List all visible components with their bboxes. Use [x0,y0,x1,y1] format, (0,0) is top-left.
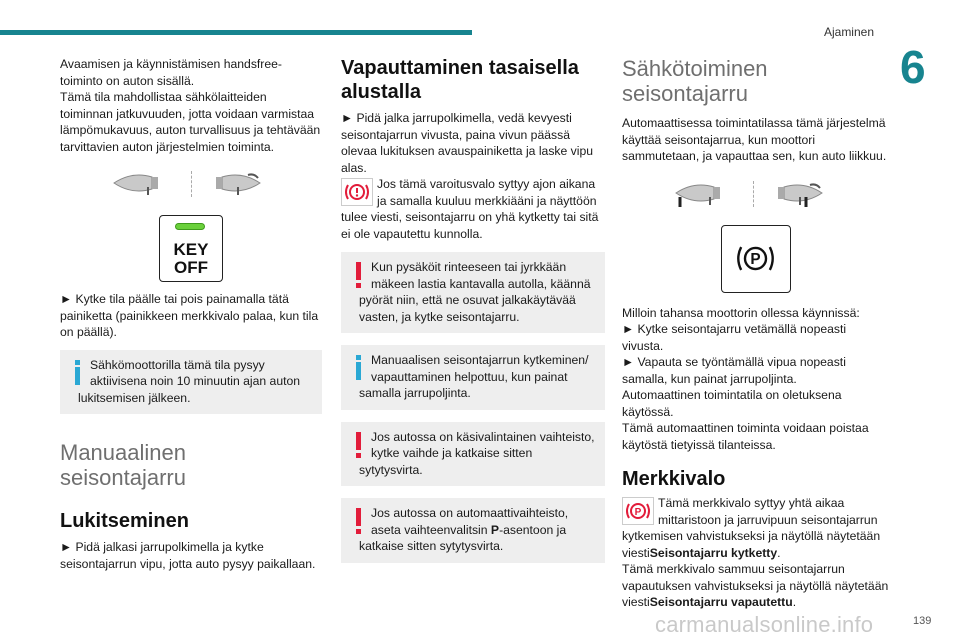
column-1 [60,56,322,572]
heading-electric-line1: Sähkötoiminen [622,56,768,81]
header-accent-bar [0,30,472,35]
indicator-text-a: Tämä merkkivalo syttyy yhtä aikaa mittaristoon ja jarruvipuun seisontajarrun kytkemisen vahvistukseksi ja näytöllä näytetään viesti [622,496,881,560]
heading-release-line2: alustalla [341,81,422,103]
column-2 [341,56,605,563]
warning-paragraph [341,176,605,242]
illustration-divider [191,171,192,197]
heading-electric-parking-brake [622,56,890,106]
warning-exclamation-icon [349,505,371,535]
warning-text: Jos tämä varoitusvalo syttyy ajon aikana ja samalla kuuluu merkkiääni ja näyttöön tulee viesti, seisontajarru on yhä kytketty tai sitä ei ole vapautettu kunnolla. [341,177,599,241]
intro-paragraph: Avaamisen ja käynnistämisen handsfree-toiminto on auton sisällä. [60,57,282,88]
heading-manual-parking-brake [60,440,322,490]
info-note-assist [341,345,605,410]
note-manual-gear-text: Jos autossa on käsivalintainen vaihteisto, kytke vaihde ja katkaise sitten sytytysvirta. [359,429,595,477]
note-auto-gear-p: P [490,522,500,537]
section-title: Ajaminen [823,25,874,39]
note-slope-text: Kun pysäköit rinteeseen tai jyrkkään mäkeen lastia kantavalla autolla, käännä pyörät niin, että ne osuvat jalkakäytävää vasten, ja kytke seisontajarru. [359,260,591,324]
release-step: ► Pidä jalka jarrupolkimella, vedä kevyesti seisontajarrun vivusta, paina vivun päässä olevaa lukituksen avauspainiketta ja laske vipu alas. [341,111,594,175]
heading-locking: Lukitseminen [60,510,189,532]
parking-brake-button [721,225,791,293]
key-off-step: ► Kytke tila päälle tai pois painamalla tätä painiketta (painikkeen merkkivalo palaa, kun tila on päällä). [60,292,319,339]
indicator-paragraph [622,495,890,611]
electric-intro: Automaattisessa toimintatilassa tämä järjestelmä käyttää seisontajarrua, kun moottori sammutetaan, ja vapauttaa sen, kun auto liikkuu. [622,116,887,163]
steering-wheel-illustration [60,169,322,203]
key-off-label-line1: KEY [173,240,209,259]
chapter-number: 6 [900,41,926,93]
steering-wheel-left-icon [674,179,738,207]
electric-line-2: ► Kytke seisontajarru vetämällä nopeasti vivusta. [622,322,847,353]
warning-exclamation-icon [349,429,371,459]
heading-indicator-lamp: Merkkivalo [622,468,726,490]
brake-warning-lamp-icon [341,178,373,206]
heading-manual-line2: seisontajarru [60,465,186,490]
indicator-text-c: . [777,545,781,560]
info-icon [68,357,90,387]
indicator-text-off [622,561,890,611]
indicator-message-released: Seisontajarru vapautettu [649,595,793,609]
info-note-electric [60,350,322,415]
steering-wheel-left-icon [112,169,176,197]
svg-text:P: P [750,250,761,268]
heading-release-line1: Vapauttaminen tasaisella [341,57,579,79]
locking-step: ► Pidä jalkasi jarrupolkimella ja kytke seisontajarrun vipu, jotta auto pysyy paikallaan. [60,540,316,571]
watermark: carmanualsonline.info [655,612,874,637]
electric-line-1: Milloin tahansa moottorin ollessa käynnissä: [622,305,860,320]
heading-release-level [341,56,605,104]
electric-line-4: Automaattinen toimintatila on oletuksena käytössä. [622,388,842,419]
key-off-button [159,215,223,282]
indicator-message-applied: Seisontajarru kytketty [649,545,778,560]
steering-wheel-illustration-2 [622,179,890,213]
info-icon [349,352,371,382]
warning-note-auto-gearbox [341,498,605,563]
svg-text:P: P [634,507,642,518]
heading-electric-line2: seisontajarru [622,81,748,106]
warning-exclamation-icon [349,259,371,289]
key-off-indicator-led [175,223,205,230]
note-auto-gear-text [349,505,597,555]
intro-paragraph-2: Tämä tila mahdollistaa sähkölaitteiden toiminnan jatkuvuuden, jotta voidaan varmistaa lämpömukavuus, auton turvallisuus ja tehtävään tarvittavien auton järjestelmien toiminta. [60,90,321,154]
note-assist-text: Manuaalisen seisontajarrun kytkeminen/ vapauttaminen helpottuu, kun painat samalla jarrupoljinta. [359,353,589,400]
note-auto-gear-part-c: -asentoon ja katkaise sitten sytytysvirta. [359,522,567,553]
info-note-text: Sähkömoottorilla tämä tila pysyy aktiivisena noin 10 minuutin ajan auton lukitsemisen jälkeen. [78,357,301,405]
electric-line-3: ► Vapauta se työntämällä vipua nopeasti samalla, kun painat jarrupoljinta. [622,355,846,386]
indicator-text-f: . [792,595,797,609]
indicator-text-on [622,495,890,561]
steering-wheel-right-icon [760,179,824,207]
parking-brake-p-icon [722,226,789,291]
indicator-text-d: Tämä merkkivalo sammuu seisontajarrun vapautuksen vahvistukseksi ja näytöllä näytetään viesti [622,562,889,609]
key-off-label-line2: OFF [174,258,208,277]
column-3 [622,56,890,611]
electric-line-5: Tämä automaattinen toiminta voidaan poistaa käytöstä tietyissä tilanteissa. [622,421,869,452]
illustration-divider [753,181,754,207]
parking-brake-lamp-icon [622,497,654,525]
heading-manual-line1: Manuaalinen [60,440,186,465]
warning-note-slope [341,252,605,333]
warning-note-manual-gearbox [341,422,605,487]
page-number: 139 [913,615,932,627]
note-auto-gear-part-a: Jos autossa on automaattivaihteisto, aseta vaihteenvalitsin [371,506,569,537]
steering-wheel-right-icon [198,169,262,197]
